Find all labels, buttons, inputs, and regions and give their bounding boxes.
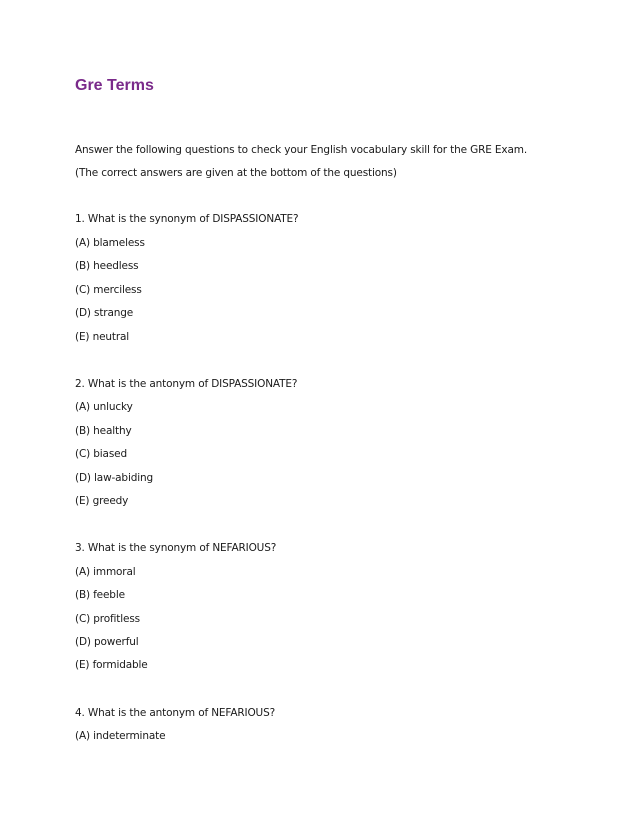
question-1: 1. What is the synonym of DISPASSIONATE? xyxy=(75,213,299,225)
q1-option-e: (E) neutral xyxy=(75,331,130,343)
q3-option-c: (C) profitless xyxy=(75,613,140,625)
q3-option-d: (D) powerful xyxy=(75,636,139,648)
q2-option-e: (E) greedy xyxy=(75,495,129,507)
q2-option-a: (A) unlucky xyxy=(75,401,133,413)
q2-option-c: (C) biased xyxy=(75,448,127,460)
question-3: 3. What is the synonym of NEFARIOUS? xyxy=(75,542,277,554)
question-4: 4. What is the antonym of NEFARIOUS? xyxy=(75,707,276,719)
q1-option-b: (B) heedless xyxy=(75,260,139,272)
q3-option-b: (B) feeble xyxy=(75,589,125,601)
q3-option-e: (E) formidable xyxy=(75,659,148,671)
q2-option-b: (B) healthy xyxy=(75,425,132,437)
answer-note: (The correct answers are given at the bottom of the questions) xyxy=(75,167,397,179)
q1-option-a: (A) blameless xyxy=(75,237,145,249)
q3-option-a: (A) immoral xyxy=(75,566,136,578)
q2-option-d: (D) law-abiding xyxy=(75,472,154,484)
q1-option-d: (D) strange xyxy=(75,307,134,319)
document-title: Gre Terms xyxy=(75,77,154,94)
question-2: 2. What is the antonym of DISPASSIONATE? xyxy=(75,378,298,390)
q4-option-a: (A) indeterminate xyxy=(75,730,166,742)
q1-option-c: (C) merciless xyxy=(75,284,142,296)
intro-text: Answer the following questions to check your English vocabulary skill for the GRE Exam. xyxy=(75,144,528,156)
